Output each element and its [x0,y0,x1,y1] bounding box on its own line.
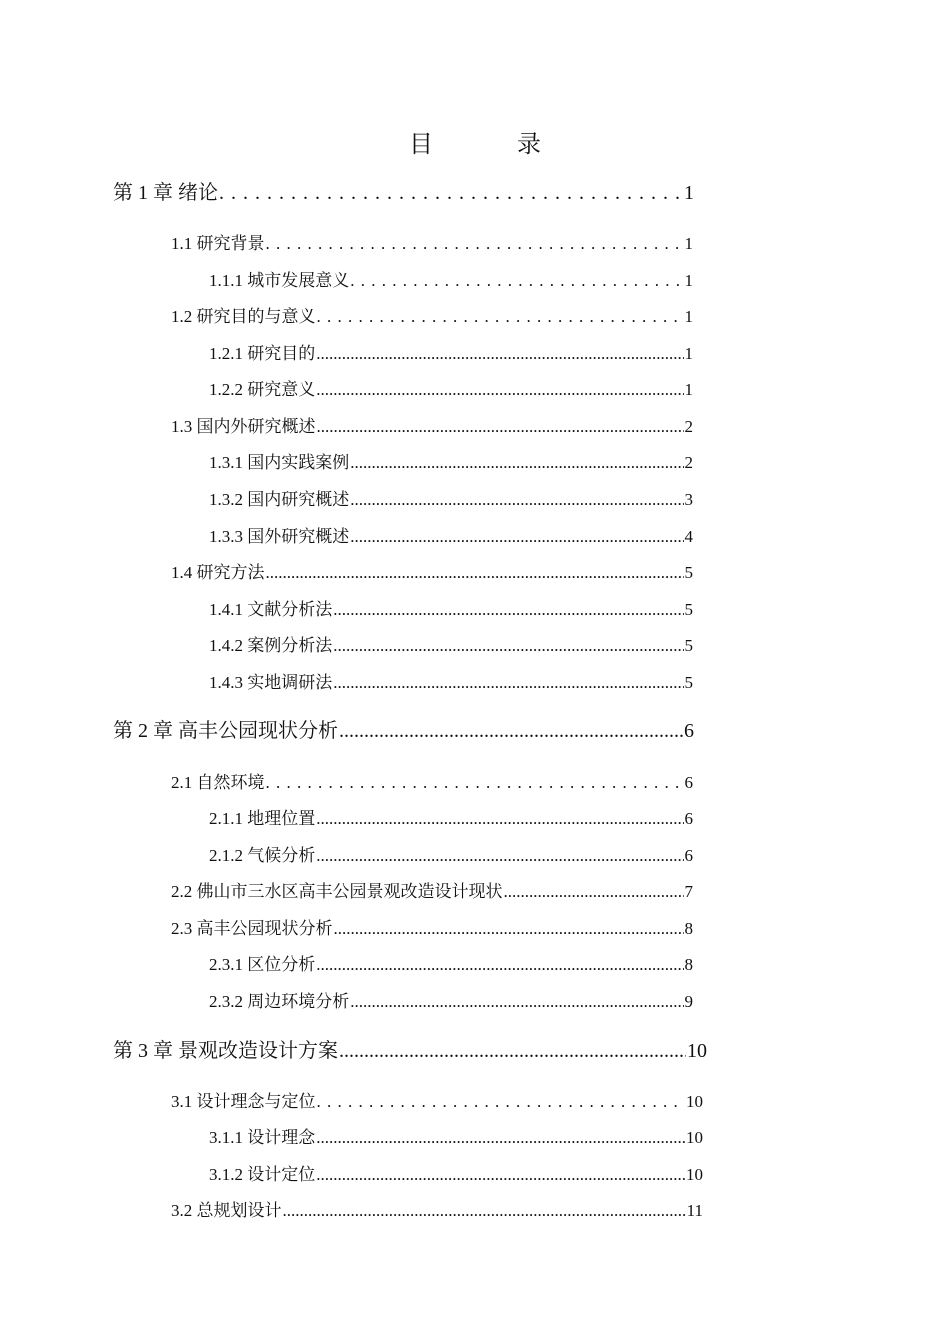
toc-entry-label: 1.2.2 研究意义 [209,380,316,399]
toc-entry[interactable] [209,448,693,473]
toc-entry[interactable] [209,595,693,620]
toc-entry-page: 6 [684,720,694,742]
toc-entry-label: 2.3.2 周边环境分析 [209,992,350,1011]
dot-leader [334,919,684,939]
toc-entry-page: 1 [684,344,693,363]
toc-entry-label: 1.4.3 实地调研法 [209,673,333,692]
toc-entry-page: 1 [684,182,694,204]
dot-leader [266,234,684,254]
toc-entry-page: 2 [684,417,693,436]
dot-leader [350,453,683,473]
dot-leader [316,380,683,400]
dot-leader [350,490,683,510]
toc-entry-label: 3.1.2 设计定位 [209,1165,316,1184]
toc-entry-page: 6 [684,773,693,792]
toc-entry-page: 1 [684,380,693,399]
toc-entry-label: 1.3.2 国内研究概述 [209,490,350,509]
toc-entry[interactable] [209,631,693,656]
toc-entry[interactable] [113,176,694,205]
dot-leader [266,773,684,793]
dot-leader [316,1128,685,1148]
toc-entry-label: 第 2 章 高丰公园现状分析 [113,720,338,742]
dot-leader [333,636,683,656]
toc-entry[interactable] [171,558,693,583]
toc-entry-page: 6 [684,809,693,828]
toc-entry-label: 1.2.1 研究目的 [209,344,316,363]
toc-entry[interactable] [209,1123,703,1148]
toc-entry-label: 2.1.2 气候分析 [209,846,316,865]
toc-entry-page: 1 [684,307,693,326]
toc-entry-page: 8 [684,955,693,974]
toc-entry[interactable] [171,302,693,327]
toc-entry-page: 6 [684,846,693,865]
toc-entry-page: 4 [684,527,693,546]
toc-entry[interactable] [171,1196,703,1221]
dot-leader [350,271,683,291]
toc-entry[interactable] [209,375,693,400]
dot-leader [266,563,684,583]
dot-leader [317,307,684,327]
toc-entry[interactable] [171,914,693,939]
toc-entry-page: 7 [684,882,693,901]
toc-entry-page: 5 [684,563,693,582]
toc-entry-page: 5 [684,636,693,655]
dot-leader [316,846,683,866]
toc-entry-label: 2.3.1 区位分析 [209,955,316,974]
toc-entry[interactable] [209,266,693,291]
dot-leader [504,882,684,902]
dot-leader [283,1201,686,1221]
toc-entry[interactable] [209,950,693,975]
toc-entry-page: 10 [686,1165,703,1184]
toc-entry-page: 10 [687,1040,707,1062]
toc-entry-label: 3.2 总规划设计 [171,1201,282,1220]
toc-entry-label: 1.4 研究方法 [171,563,265,582]
toc-entry-page: 11 [686,1201,703,1220]
toc-entry-label: 2.1.1 地理位置 [209,809,316,828]
toc-entry[interactable] [209,987,693,1012]
dot-leader [316,809,683,829]
dot-leader [339,720,683,743]
toc-entry-label: 1.3 国内外研究概述 [171,417,316,436]
toc-entry[interactable] [171,412,693,437]
toc-entry[interactable] [209,485,693,510]
toc-entry-label: 3.1 设计理念与定位 [171,1092,316,1111]
toc-entry-label: 2.1 自然环境 [171,773,265,792]
toc-entry-page: 10 [686,1092,703,1111]
toc-entry-page: 9 [684,992,693,1011]
toc-entry-label: 1.1.1 城市发展意义 [209,271,350,290]
toc-entry[interactable] [209,804,693,829]
dot-leader [317,1092,686,1112]
toc-entry-label: 第 1 章 绪论 [113,182,218,204]
toc-entry-label: 1.2 研究目的与意义 [171,307,316,326]
toc-entry-page: 1 [684,234,693,253]
toc-entry-label: 1.3.1 国内实践案例 [209,453,350,472]
toc-entry-label: 3.1.1 设计理念 [209,1128,316,1147]
toc-entry-label: 2.2 佛山市三水区高丰公园景观改造设计现状 [171,882,503,901]
toc-entry-page: 5 [684,600,693,619]
toc-entry[interactable] [113,714,694,743]
dot-leader [350,527,683,547]
toc-entry-label: 2.3 高丰公园现状分析 [171,919,333,938]
dot-leader [333,600,683,620]
toc-entry[interactable] [209,1160,703,1185]
dot-leader [350,992,683,1012]
toc-entry[interactable] [209,841,693,866]
toc-entry-page: 10 [686,1128,703,1147]
toc-entry-label: 第 3 章 景观改造设计方案 [113,1040,338,1062]
toc-entry-page: 2 [684,453,693,472]
toc-entry[interactable] [171,877,693,902]
toc-entry-label: 1.3.3 国外研究概述 [209,527,350,546]
toc-entry[interactable] [171,229,693,254]
toc-entry-label: 1.4.2 案例分析法 [209,636,333,655]
toc-entry-page: 3 [684,490,693,509]
dot-leader [339,1040,686,1063]
toc-entry-page: 5 [684,673,693,692]
dot-leader [316,1165,685,1185]
dot-leader [316,344,683,364]
toc-entry[interactable] [209,522,693,547]
dot-leader [317,417,684,437]
toc-entry[interactable] [209,339,693,364]
toc-entry-page: 1 [684,271,693,290]
toc-entry-label: 1.1 研究背景 [171,234,265,253]
dot-leader [219,182,683,205]
toc-entry[interactable] [171,768,693,793]
page-title: 目 录 [409,132,571,158]
toc-entry[interactable] [171,1087,703,1112]
toc-entry-label: 1.4.1 文献分析法 [209,600,333,619]
toc-entry-page: 8 [684,919,693,938]
toc-entry[interactable] [113,1034,707,1063]
toc-entry[interactable] [209,668,693,693]
dot-leader [316,955,683,975]
dot-leader [333,673,683,693]
